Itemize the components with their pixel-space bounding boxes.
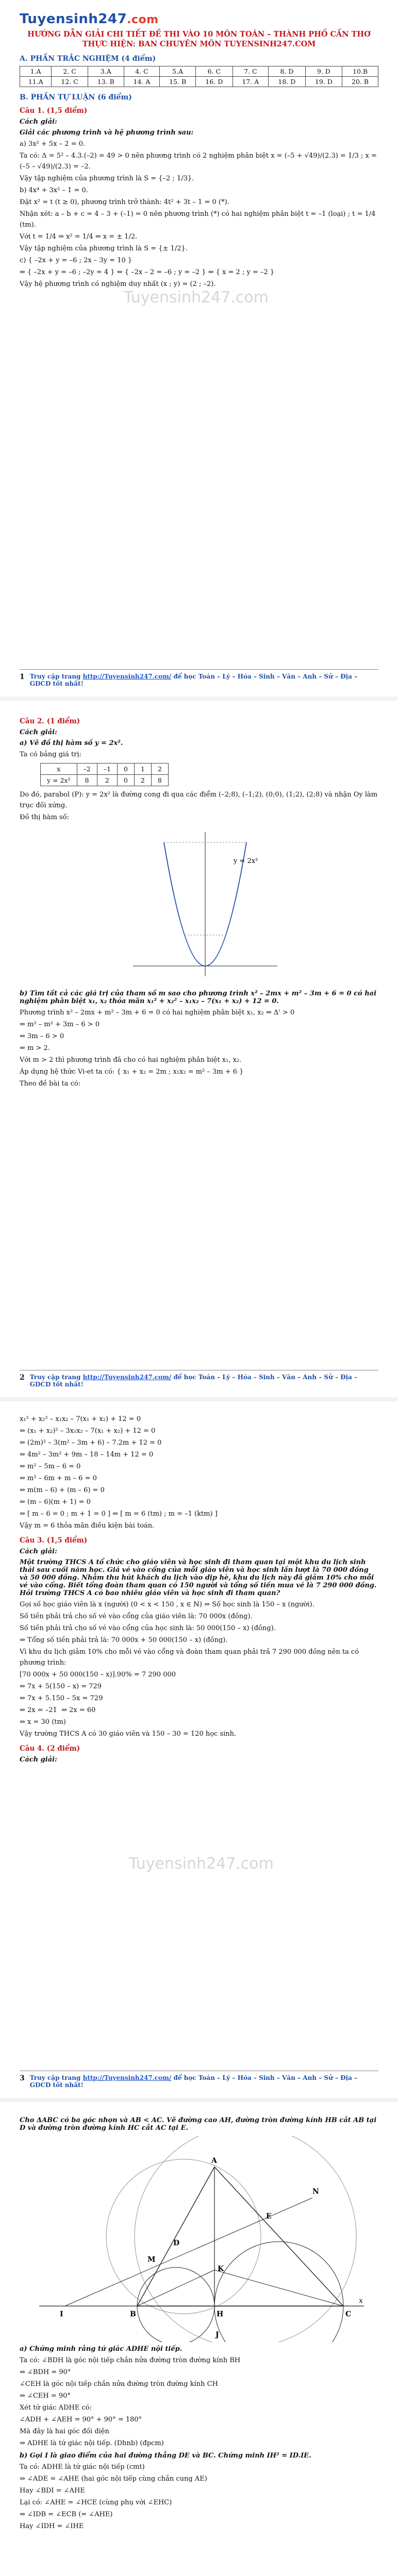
- line-de: [65, 2198, 312, 2306]
- page-footer: [20, 1370, 378, 1388]
- q2-cont-5: ⇔ m² – 5m – 6 = 0: [20, 1463, 81, 1470]
- q1c-system: c) { –2x + y = –6 ; 2x – 3y = 10 }: [20, 257, 132, 264]
- circle-bh: [137, 2267, 214, 2342]
- page-footer: [20, 2071, 378, 2089]
- part-b-heading: B. PHẦN TỰ LUẬN (6 điểm): [20, 93, 132, 101]
- q3-step-2: Số tiền phải trả cho số vé vào cổng của giáo viên là: 70 000x (đồng).: [20, 1613, 253, 1620]
- q4a-step-2: ⇒ ∠BDH = 90°: [20, 2368, 71, 2376]
- q3-step-5: Vì khu du lịch giảm 10% cho mỗi vé vào cổng và đoàn tham quan phải trả 7 290 000 đồng nên ta có phương trình:: [20, 1648, 361, 1667]
- q2a-intro: Ta có bảng giá trị:: [20, 751, 82, 758]
- circle-ab: [106, 2159, 261, 2314]
- answer-row-2: 11.A 12. C 13. B 14. A 15. B 16. D 17. A 18. D 19. D 20. B: [20, 77, 378, 87]
- q4a-step-3: ∠CEH là góc nội tiếp chắn nửa đường tròn đường kính CH: [20, 2380, 218, 2388]
- q4b-step-6: Hay ∠IDH = ∠IHE: [20, 2522, 84, 2530]
- curve-label: y = 2x²: [234, 857, 258, 865]
- q4-problem: Cho ΔABC có ba góc nhọn và AB < AC. Vẽ đường cao AH, đường tròn đường kính HB cắt AB tại D và đường tròn đường kính HC cắt AC tại E.: [20, 2116, 377, 2132]
- q2b-step-1: Phương trình x² – 2mx + m² – 3m + 6 = 0 có hai nghiệm phân biệt x₁, x₂ ⇔ Δ' > 0: [20, 1009, 295, 1016]
- circle-hc: [214, 2242, 343, 2342]
- label-j: J: [215, 2331, 219, 2339]
- q2-cont-9: ⇔ [ m – 6 = 0 ; m + 1 = 0 ] ⇔ [ m = 6 (tm) ; m = –1 (ktm) ]: [20, 1510, 218, 1518]
- footer-link[interactable]: http://Tuyensinh247.com/: [82, 673, 172, 680]
- segment-bk: [137, 2270, 214, 2306]
- page-1: [0, 0, 398, 701]
- q2-cont-8: ⇔ (m – 6)(m + 1) = 0: [20, 1498, 91, 1506]
- q1-intro: Giải các phương trình và hệ phương trình sau:: [20, 129, 194, 137]
- page-2: [0, 701, 398, 1401]
- q2b-step-2: ⇔ m² – m² + 3m – 6 > 0: [20, 1021, 100, 1028]
- q3-step-9: ⇔ 2x = –21 ⇔ 2x = 60: [20, 1706, 96, 1714]
- q3-problem: Một trường THCS A tổ chức cho giáo viên và học sinh đi tham quan tại một khu du lịch sinh thái sau cuối năm học. Giá vé vào cổng của mỗi giáo viên và học sinh lần lượt là 70 000 đồng và 50 000 đồng. Nhằm thu hút khách du lịch vào dịp hè, khu du lịch này đã giảm 10% cho mỗi vé vào cổng. Biết tổng đoàn tham quan có 150 người và tổng số tiền mua vé là 7 290 000 đồng. Hỏi trường THCS A có bao nhiêu giáo viên và học sinh đi tham quan?: [20, 1558, 377, 1597]
- watermark: Tuyensinh247.com: [129, 1855, 274, 1873]
- segment-ck: [214, 2270, 343, 2306]
- question-1-heading: Câu 1. (1,5 điểm): [20, 107, 88, 115]
- label-d: D: [173, 2239, 180, 2247]
- label-k: K: [218, 2265, 224, 2273]
- q3-step-4: ⇒ Tổng số tiền phải trả là: 70 000x + 50 000(150 – x) (đồng).: [20, 1636, 228, 1644]
- page-number: 1: [20, 673, 25, 681]
- q1a-equation: a) 3x² + 5x – 2 = 0.: [20, 140, 86, 148]
- question-4-heading: Câu 4. (2 điểm): [20, 1744, 80, 1753]
- part-a-heading: A. PHẦN TRẮC NGHIỆM (4 điểm): [20, 55, 156, 63]
- q2-cont-6: ⇔ m² – 6m + m – 6 = 0: [20, 1475, 97, 1482]
- page-3: [0, 1401, 398, 2102]
- q1b-step-2: Nhận xét: a – b + c = 4 – 3 + (–1) = 0 nên phương trình (*) có hai nghiệm phân biệt t = –1 (loại) ; t = 1/4 (tm).: [20, 210, 378, 229]
- q2-cont-10: Vậy m = 6 thỏa mãn điều kiện bài toán.: [20, 1522, 155, 1530]
- doc-title: HƯỚNG DẪN GIẢI CHI TIẾT ĐỀ THI VÀO 10 MÔN TOÁN – THÀNH PHỐ CẦN THƠ: [27, 30, 371, 39]
- page-number: 3: [20, 2074, 25, 2082]
- label-m: M: [147, 2256, 156, 2264]
- q3-step-7: ⇔ 7x + 5(150 – x) = 729: [20, 1683, 102, 1690]
- q3-step-6: [70 000x + 50 000(150 – x)].90% = 7 290 000: [20, 1671, 176, 1679]
- answer-table: [20, 66, 378, 87]
- method-label: Cách giải:: [20, 728, 57, 736]
- label-h: H: [217, 2310, 224, 2318]
- watermark: Tuyensinh247.com: [124, 289, 269, 307]
- label-e: E: [266, 2212, 272, 2221]
- q1b-conclusion: Vậy tập nghiệm của phương trình là S = {± 1/2}.: [20, 245, 188, 252]
- q2a-title: a) Vẽ đồ thị hàm số y = 2x².: [20, 739, 123, 747]
- label-i: I: [60, 2310, 63, 2318]
- q2b-title: b) Tìm tất cả các giá trị của tham số m sao cho phương trình x² – 2mx + m² – 3m + 6 = 0 có hai nghiệm phân biệt x₁, x₂ thỏa mãn x₁² + x₂² – x₁x₂ – 7(x₁ + x₂) + 12 = 0.: [20, 990, 377, 1005]
- site-logo: Tuyensinh247.com: [20, 11, 159, 27]
- page-footer: [20, 669, 378, 687]
- q2a-desc: Do đó, parabol (P): y = 2x² là đường cong đi qua các điểm (–2;8), (–1;2), (0;0), (1;2), (2;8) và nhận Oy làm trục đối xứng.: [20, 791, 380, 809]
- q2-cont-2: ⇔ (x₁ + x₂)² – 3x₁x₂ – 7(x₁ + x₂) + 12 = 0: [20, 1427, 156, 1435]
- q1c-conclusion: Vậy hệ phương trình có nghiệm duy nhất (x ; y) = (2 ; –2).: [20, 280, 216, 288]
- doc-subtitle: THỰC HIỆN: BAN CHUYÊN MÔN TUYENSINH247.COM: [82, 40, 316, 48]
- question-2-heading: Câu 2. (1 điểm): [20, 717, 80, 725]
- answer-row-1: 1.A 2. C 3.A 4. C 5.A 6. C 7. C 8. D 9. D 10.B: [20, 66, 378, 77]
- q4a-title: a) Chứng minh rằng tứ giác ADHE nội tiếp.: [20, 2345, 183, 2353]
- page-number: 2: [20, 1374, 25, 1382]
- geometry-figure: [24, 2136, 374, 2342]
- q4a-step-6: ∠ADH + ∠AEH = 90° + 90° = 180°: [20, 2416, 142, 2424]
- method-label: Cách giải:: [20, 118, 57, 126]
- q2b-step-3: ⇔ 3m – 6 > 0: [20, 1032, 64, 1040]
- footer-link[interactable]: http://Tuyensinh247.com/: [82, 2074, 172, 2081]
- q2b-step-5: Với m > 2 thì phương trình đã cho có hai nghiệm phân biệt x₁, x₂.: [20, 1056, 242, 1064]
- q1c-solution: ⇔ { –2x + y = –6 ; –2y = 4 } ⇔ { –2x – 2 = –6 ; y = –2 } ⇔ { x = 2 ; y = –2 }: [20, 268, 275, 276]
- q2-cont-1: x₁² + x₂² – x₁x₂ – 7(x₁ + x₂) + 12 = 0: [20, 1415, 141, 1423]
- q3-step-1: Gọi số học giáo viên là x (người) (0 < x < 150 , x ∈ ℕ) ⇒ Số học sinh là 150 – x (người).: [20, 1601, 314, 1608]
- method-label: Cách giải:: [20, 1548, 57, 1555]
- q2-cont-3: ⇔ (2m)² – 3(m² – 3m + 6) – 7.2m + 12 = 0: [20, 1439, 162, 1447]
- q3-step-8: ⇔ 7x + 5.150 – 5x = 729: [20, 1694, 103, 1702]
- q4a-step-5: Xét tứ giác ADHE có:: [20, 2404, 92, 2412]
- q3-step-10: ⇔ x = 30 (tm): [20, 1718, 66, 1726]
- q4b-title: b) Gọi I là giao điểm của hai đường thẳng DE và BC. Chứng minh IH² = ID.IE.: [20, 2452, 311, 2460]
- q4b-step-5: ⇒ ∠IDB = ∠ECB (= ∠AHE): [20, 2511, 113, 2518]
- question-3-heading: Câu 3. (1,5 điểm): [20, 1536, 88, 1545]
- q2b-step-7: Theo đề bài ta có:: [20, 1080, 81, 1088]
- q4a-step-4: ⇒ ∠CEH = 90°: [20, 2392, 71, 2400]
- method-label: Cách giải:: [20, 1756, 57, 1764]
- footer-text: Truy cập trang http://Tuyensinh247.com/ để học Toán – Lý – Hóa – Sinh – Văn – Anh – Sử – Địa – GDCD tốt nhất!: [29, 2074, 358, 2089]
- label-x: x: [359, 2297, 363, 2305]
- footer-text: Truy cập trang http://Tuyensinh247.com/ để học Toán – Lý – Hóa – Sinh – Văn – Anh – Sử – Địa – GDCD tốt nhất!: [29, 1374, 358, 1388]
- footer-link[interactable]: http://Tuyensinh247.com/: [82, 1374, 172, 1381]
- q2a-graph-label: Đồ thị hàm số:: [20, 814, 70, 821]
- value-table: [40, 763, 169, 786]
- parabola-graph: [128, 827, 283, 981]
- q4a-conclusion: ⇒ ADHE là tứ giác nội tiếp. (Dhnb) (đpcm): [20, 2439, 164, 2447]
- q4a-step-7: Mà đây là hai góc đối diện: [20, 2428, 109, 2435]
- q4b-step-2: ⇒ ∠ADE = ∠AHE (hai góc nội tiếp cùng chắn cung AE): [20, 2475, 207, 2483]
- q1a-conclusion: Vậy tập nghiệm của phương trình là S = {–2 ; 1/3}.: [20, 175, 194, 182]
- q2b-vieta: Áp dụng hệ thức Vi-et ta có: { x₁ + x₂ = 2m ; x₁x₂ = m² – 3m + 6 }: [20, 1068, 244, 1076]
- q1b-step-1: Đặt x² = t (t ≥ 0), phương trình trở thành: 4t² + 3t – 1 = 0 (*).: [20, 198, 229, 206]
- q2-cont-4: ⇔ 4m² – 3m² + 9m – 18 – 14m + 12 = 0: [20, 1451, 154, 1459]
- q1b-equation: b) 4x⁴ + 3x² – 1 = 0.: [20, 187, 88, 194]
- q4a-step-1: Ta có: ∠BDH là góc nội tiếp chắn nửa đường tròn đường kính BH: [20, 2357, 241, 2364]
- label-n: N: [312, 2188, 319, 2196]
- value-row-y: y = 2x² 8 2 0 2 8: [41, 775, 169, 786]
- circle-ac: [135, 2136, 356, 2342]
- q4b-step-1: Ta có: ADHE là tứ giác nội tiếp (cmt): [20, 2463, 145, 2471]
- q1a-solution: Ta có: Δ = 5² – 4.3.(–2) = 49 > 0 nên phương trình có 2 nghiệm phân biệt x = (–5 + √49)/(2.3) = 1/3 ; x = (–5 – √49)/(2.3) = –2.: [20, 152, 379, 171]
- label-b: B: [130, 2310, 136, 2318]
- label-a: A: [211, 2157, 217, 2165]
- q3-conclusion: Vậy trường THCS A có 30 giáo viên và 150 – 30 = 120 học sinh.: [20, 1730, 237, 1738]
- label-c: C: [345, 2310, 352, 2318]
- q2-cont-7: ⇔ m(m – 6) + (m – 6) = 0: [20, 1486, 105, 1494]
- value-row-x: x –2 –1 0 1 2: [41, 764, 169, 775]
- q4b-step-3: Hay ∠BDI = ∠AHE: [20, 2487, 85, 2495]
- q2b-step-4: ⇔ m > 2.: [20, 1044, 50, 1052]
- page-4: [0, 2102, 398, 2576]
- q4b-step-4: Lại có: ∠AHE = ∠HCE (cùng phụ với ∠EHC): [20, 2499, 172, 2506]
- q3-step-3: Số tiền phải trả cho số vé vào cổng của học sinh là: 50 000(150 – x) (đồng).: [20, 1624, 276, 1632]
- q1b-step-3: Với t = 1/4 ⇒ x² = 1/4 ⇔ x = ± 1/2.: [20, 233, 138, 241]
- footer-text: Truy cập trang http://Tuyensinh247.com/ để học Toán – Lý – Hóa – Sinh – Văn – Anh – Sử – Địa – GDCD tốt nhất!: [29, 673, 358, 687]
